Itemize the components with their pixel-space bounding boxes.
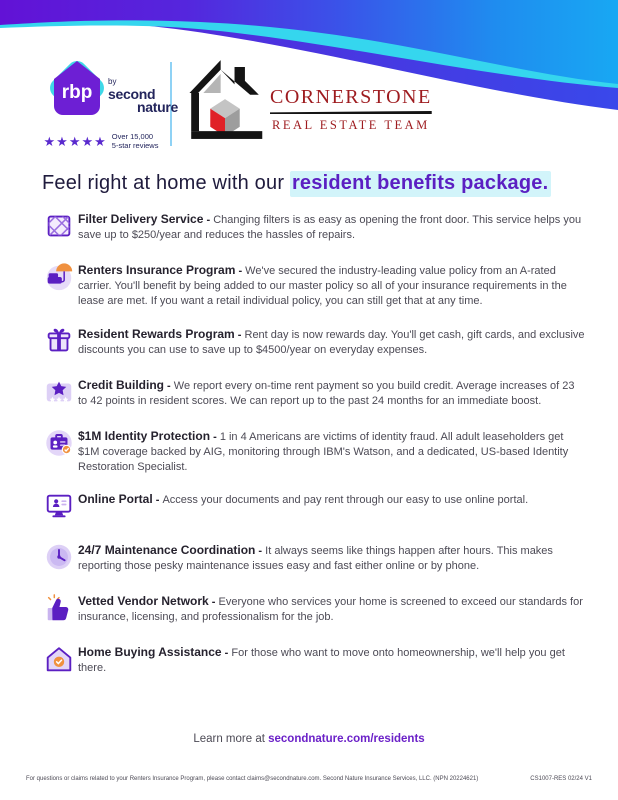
benefit-text [78,261,585,310]
renters-insurance-icon [40,261,78,297]
brand-line2: nature [137,99,178,116]
benefit-text [78,592,585,625]
benefit-row [40,541,585,577]
identity-protection-icon [40,427,78,463]
benefit-separator: - [234,328,245,341]
home-buying-icon [40,643,78,679]
benefits-list [40,210,585,694]
rating-label: 5-star reviews [111,141,159,150]
benefit-description: For those who want to move onto homeownership, we'll help you get there. [78,647,565,675]
brand-line1: second [108,86,156,102]
credit-building-icon [40,376,78,412]
benefit-text [78,490,585,508]
benefit-separator: - [221,647,232,660]
by-label: by [108,77,117,86]
benefit-title: Credit Building [78,377,164,392]
rating-count: Over 15,000 [111,132,154,141]
headline-highlight: resident benefits package. [290,171,551,197]
benefit-description: It always seems like things happen after hours. This makes reporting those pesky maintenance issues easy and fast either online or by phone. [78,545,553,573]
benefit-description: Changing filters is as easy as opening the front door. This service helps you save up to $250/year and reduces the hassles of repairs. [78,214,582,242]
benefit-separator: - [210,430,220,443]
benefit-title: Home Buying Assistance [78,645,222,660]
benefit-separator: - [152,494,163,507]
benefit-description: Rent day is now rewards day. You'll get cash, gift cards, and exclusive discounts you can use to save up to $4500/year on everyday expenses. [78,328,585,356]
document-code: CS1007-RES 02/24 V1 [530,776,592,782]
benefit-separator: - [235,265,246,277]
cornerstone-underline [270,111,432,114]
learn-more-link[interactable]: secondnature.com/residents [268,733,425,745]
benefit-separator: - [208,596,219,609]
benefit-text [78,210,585,243]
legal-row [0,776,618,782]
benefit-description: We report every on-time rent payment so you build credit. Average increases of 23 to 42 points in resident scores. We can report up to the past 24 months for an immediate boost. [78,379,575,407]
cornerstone-logo-block [186,58,432,154]
benefit-title: Vetted Vendor Network [78,594,209,609]
thumbs-up-icon [40,592,78,628]
benefit-separator: - [255,545,266,558]
benefit-row [40,643,585,679]
benefit-title: Resident Rewards Program [78,326,235,341]
benefit-row [40,427,585,476]
benefit-row [40,325,585,361]
benefit-description: Access your documents and pay rent through our easy to use online portal. [162,494,529,507]
headline-prefix: Feel right at home with our [42,172,290,194]
benefit-text [78,643,585,676]
benefit-row [40,376,585,412]
benefit-text [78,427,585,476]
cornerstone-tagline: REAL ESTATE TEAM [271,118,430,132]
rbp-logo [42,58,112,122]
rbp-logo-block [42,58,178,150]
benefit-title: 24/7 Maintenance Coordination [78,543,256,558]
benefit-description: 1 in 4 Americans are victims of identity fraud. All adult leaseholders get $1M coverage backed by AIG, monitoring through IBM's Watson, and a dedicated, US-based Identity Restoration Specialist. [78,430,569,473]
benefit-row [40,261,585,310]
legal-text: For questions or claims related to your Renters Insurance Program, please contact claims@secondnature.com. Second Nature Insurance Services, LLC. (NPN 20224621) [26,776,479,782]
benefit-description: We've secured the industry-leading value policy from an A-rated carrier. You'll benefit by being added to our master policy so all of your insurance requirements in the lease are met. If you want a retail individual policy, you can still get that at any time. [78,265,567,308]
benefit-title: Filter Delivery Service [78,212,204,226]
benefit-title: Renters Insurance Program [78,263,236,277]
learn-more [0,733,618,745]
benefit-text [78,541,585,574]
learn-more-prefix: Learn more at [193,733,269,745]
filter-icon [40,210,78,246]
benefit-row [40,490,585,526]
rbp-text: rbp [61,82,93,103]
benefit-description: Everyone who services your home is screened to exceed our standards for insurance, licensing, and professionalism for the job. [78,596,583,624]
rating-row [44,132,159,150]
benefit-text [78,325,585,358]
page-title [42,172,582,195]
benefit-title: Online Portal [78,492,153,507]
rbp-badge-icon [42,58,112,122]
benefit-separator: - [203,214,214,226]
second-nature-wordmark [108,72,178,115]
gift-icon [40,325,78,361]
benefit-row [40,210,585,246]
cornerstone-house-icon [186,58,264,154]
rating-text [112,132,159,150]
cornerstone-wordmark [270,86,432,133]
benefit-separator: - [164,379,174,392]
online-portal-icon [40,490,78,526]
cornerstone-name: CORNERSTONE [270,86,432,108]
logo-row [42,58,432,154]
benefit-text [78,376,585,409]
benefit-title: $1M Identity Protection [78,428,211,443]
clock-icon [40,541,78,577]
benefit-row [40,592,585,628]
five-stars-icon: ★★★★★ [43,133,107,149]
